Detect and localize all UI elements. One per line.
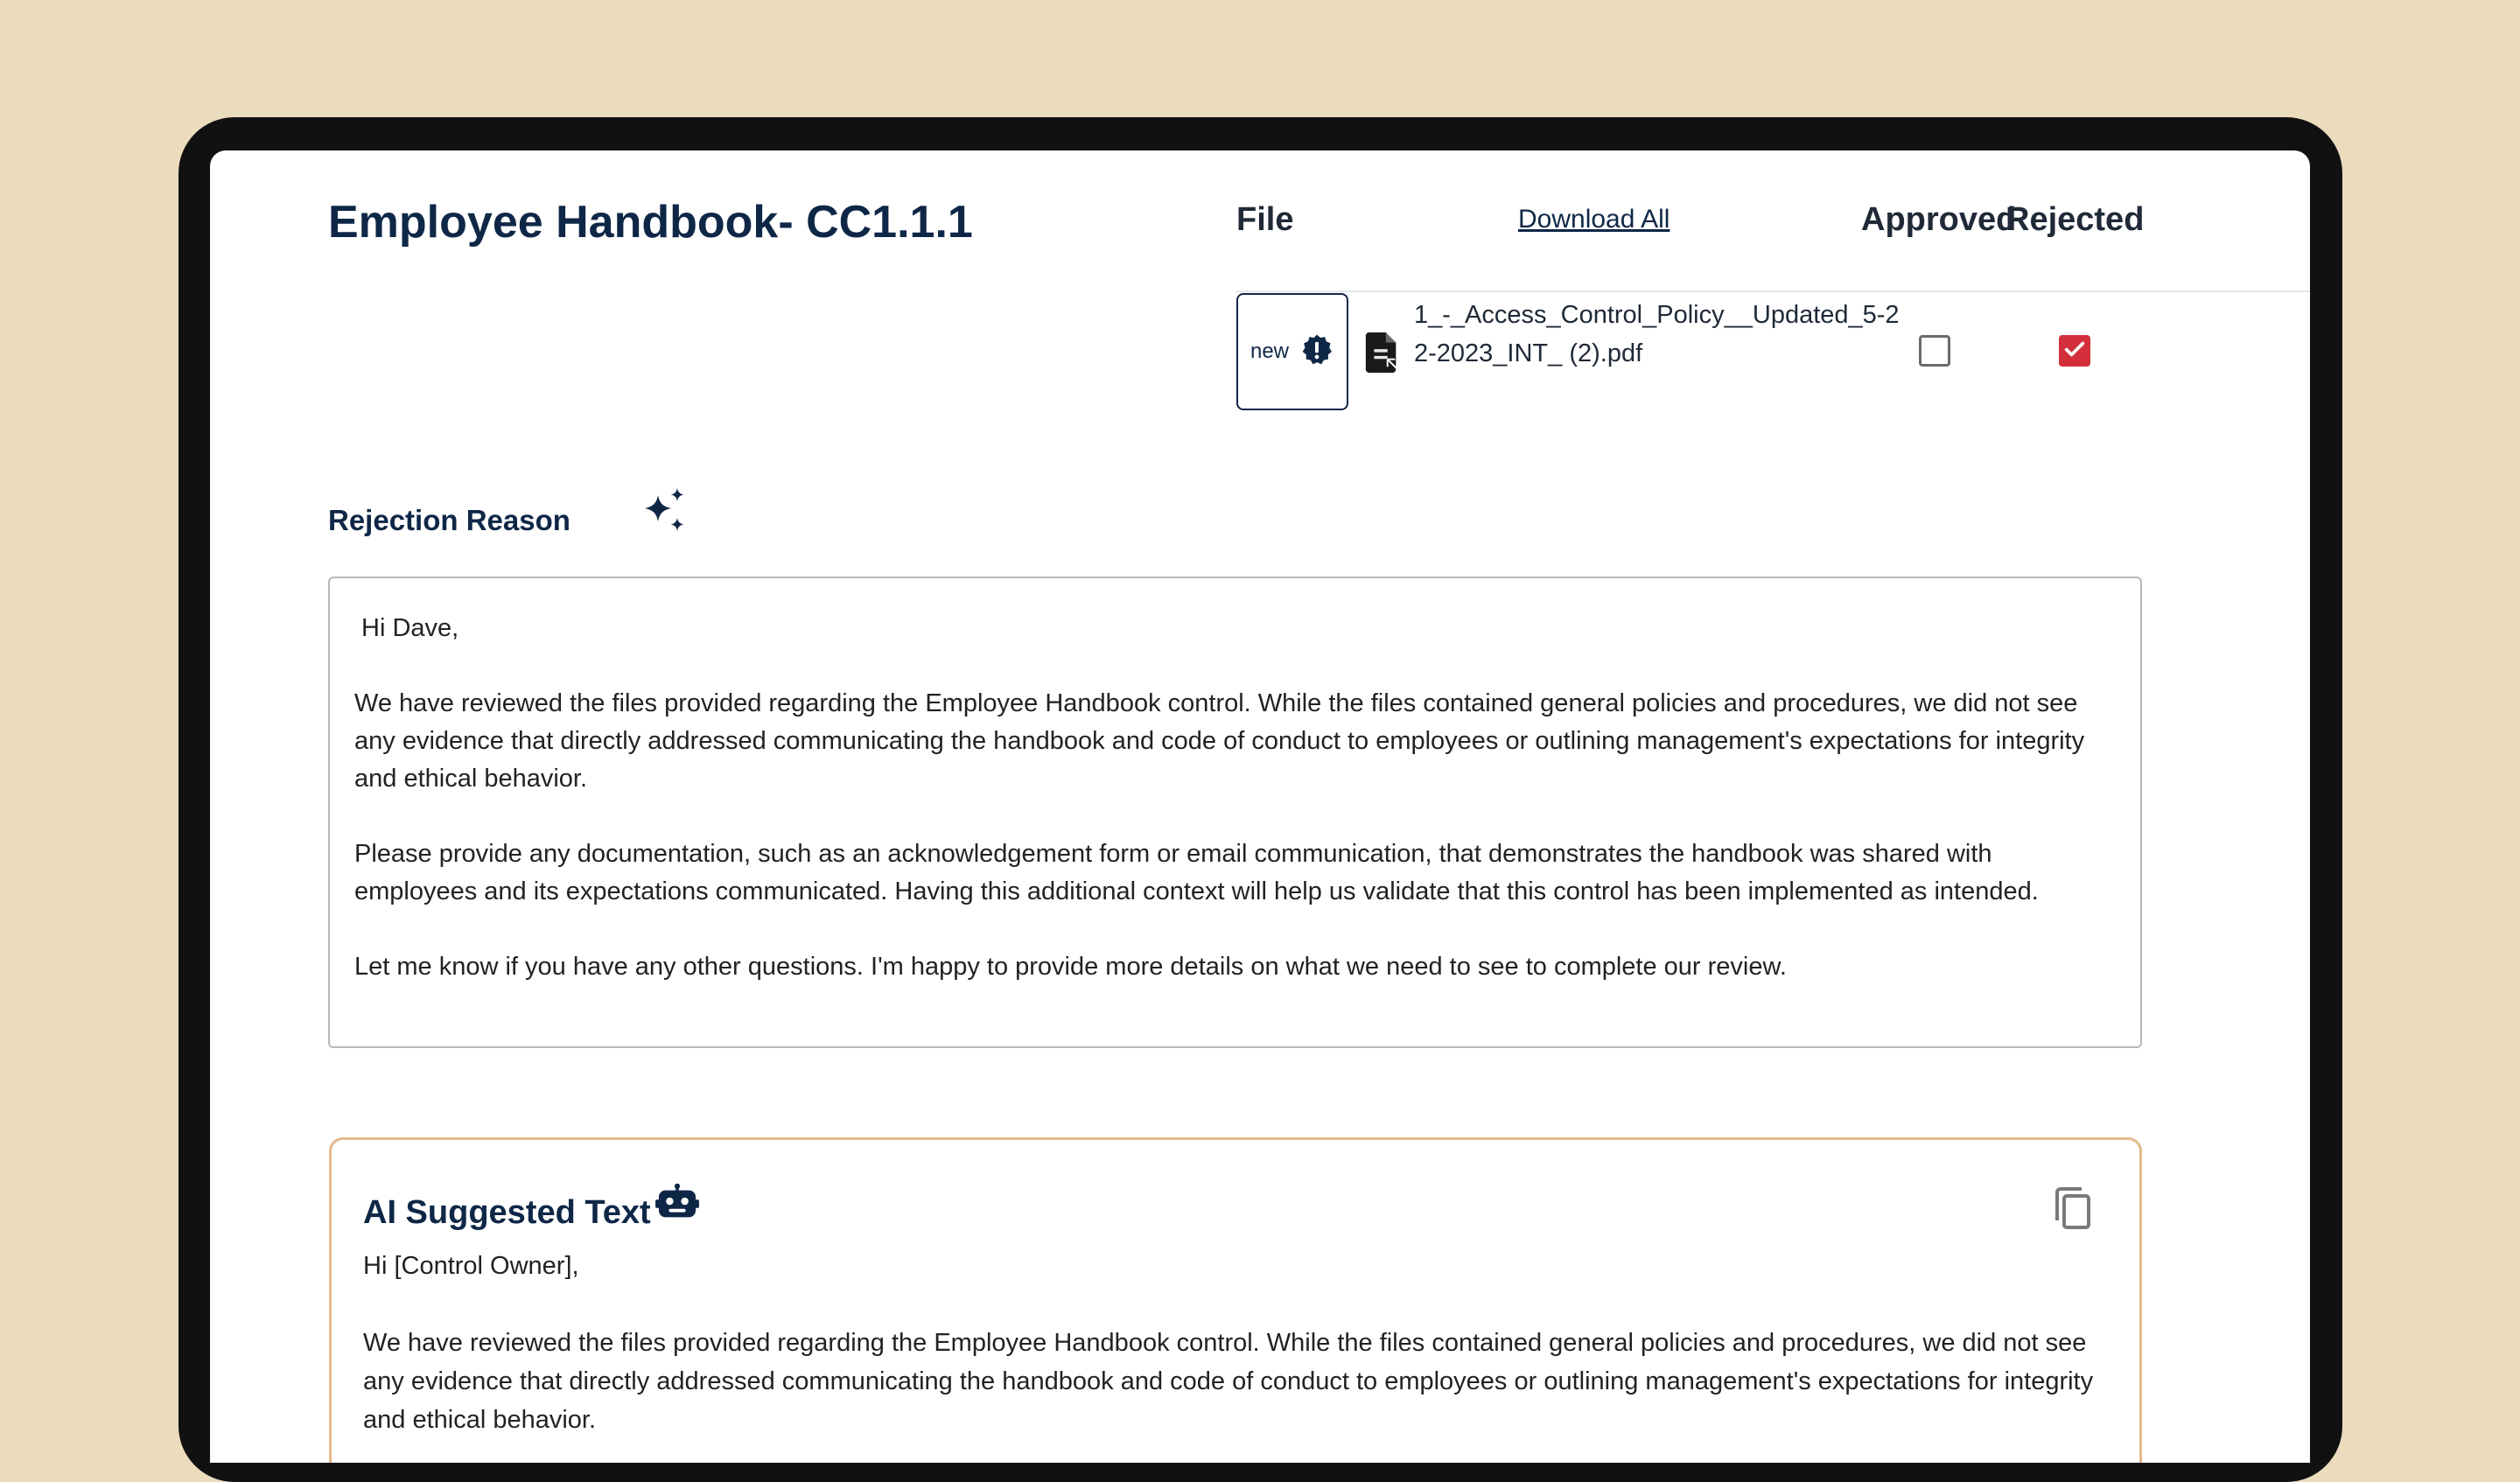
- rejected-checkbox[interactable]: [2059, 335, 2090, 367]
- checkmark-icon: [2062, 337, 2087, 366]
- reason-greeting: Hi Dave,: [361, 614, 459, 642]
- approved-checkbox[interactable]: [1919, 335, 1950, 367]
- ai-greeting: Hi [Control Owner],: [363, 1252, 579, 1280]
- approved-column-header: Approved: [1861, 201, 2017, 238]
- reason-paragraph-1: We have reviewed the files provided regarding the Employee Handbook control. While the files contained general policies and procedures, we did not see any evidence that directly addressed communicating the handbook and code of conduct to employees or outlining management's expectations for integrity and ethical behavior.: [354, 689, 2085, 793]
- reason-paragraph-3: Let me know if you have any other questions. I'm happy to provide more details on what we need to see to complete our review.: [354, 953, 1787, 981]
- new-file-badge: [1236, 293, 1348, 410]
- reason-paragraph-2: Please provide any documentation, such as an acknowledgement form or email communication, that demonstrates the handbook was shared with employees and its expectations communicated. Having this additional context will help us validate that this control has been implemented as intended.: [354, 840, 2039, 905]
- ai-suggested-body: [363, 1247, 2108, 1463]
- ai-suggested-title: AI Suggested Text: [363, 1194, 651, 1231]
- rejection-reason-label: Rejection Reason: [328, 504, 570, 536]
- header-divider: [1236, 290, 2310, 292]
- robot-icon: [655, 1184, 699, 1228]
- new-alert-icon: [1299, 332, 1334, 372]
- new-badge-label: new: [1250, 339, 1290, 363]
- sparkle-icon[interactable]: [639, 486, 691, 543]
- ai-paragraph-1: We have reviewed the files provided regarding the Employee Handbook control. While the files contained general policies and procedures, we did not see any evidence that directly addressed communicating the handbook and code of conduct to employees or outlining management's expectations for integrity and ethical behavior.: [363, 1329, 2094, 1434]
- pdf-file-icon[interactable]: [1365, 332, 1400, 377]
- page-title: Employee Handbook- CC1.1.1: [328, 197, 973, 248]
- rejected-column-header: Rejected: [2006, 201, 2145, 238]
- file-column-header: File: [1236, 201, 1294, 238]
- ai-suggestion-card: [329, 1137, 2142, 1463]
- download-all-link[interactable]: Download All: [1518, 205, 1670, 234]
- rejection-reason-textarea[interactable]: [328, 577, 2142, 1048]
- copy-icon[interactable]: [2052, 1185, 2094, 1237]
- app-screen: [210, 150, 2310, 1463]
- file-name-link[interactable]: 1_-_Access_Control_Policy__Updated_5-22-2023_INT_ (2).pdf: [1414, 301, 1900, 367]
